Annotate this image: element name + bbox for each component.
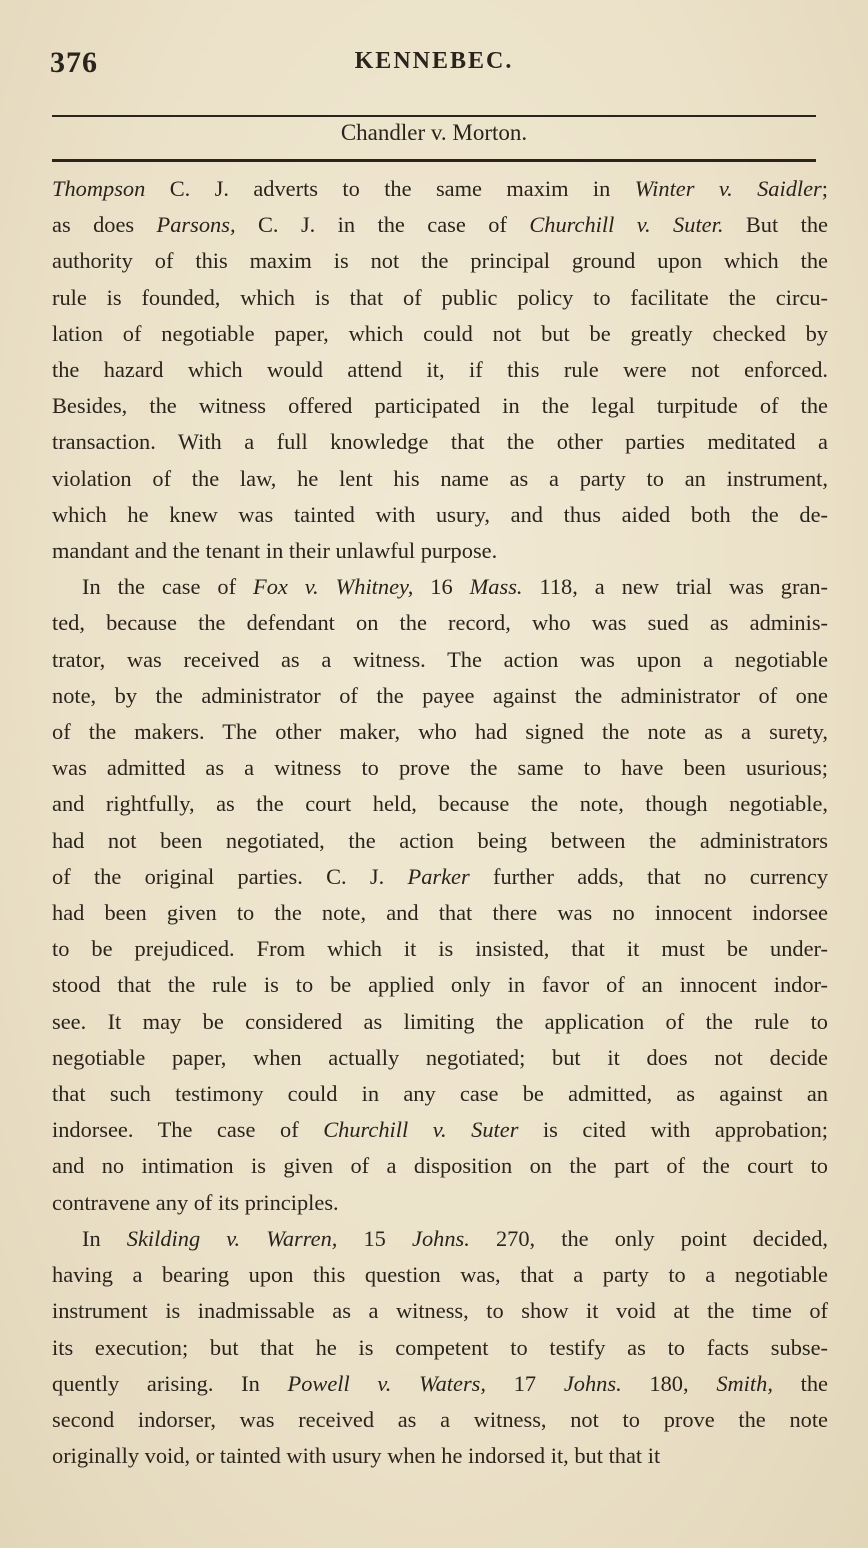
text-line: [52, 1076, 828, 1112]
text-run: 15: [337, 1225, 412, 1251]
page-number: 376: [50, 46, 98, 79]
text-line: [52, 207, 828, 243]
text-run: 17: [486, 1370, 564, 1396]
text-line: [52, 605, 828, 641]
text-run: its execution; but that he is competent to testify as to facts subse-: [52, 1334, 828, 1360]
text-run: to be prejudiced. From which it is insisted, that it must be under-: [52, 936, 828, 962]
text-line: [52, 424, 828, 460]
text-line: [52, 1257, 828, 1293]
text-run: note, by the administrator of the payee against the administrator of one: [52, 682, 828, 708]
case-title: Chandler v. Morton.: [340, 120, 528, 145]
italic-run: Thompson: [52, 176, 146, 201]
text-run: But the: [723, 212, 828, 238]
text-run: further adds, that no currency: [469, 863, 829, 889]
text-line: [52, 461, 828, 497]
bottom-rule: [52, 159, 816, 162]
text-run: trator, was received as a witness. The action was upon a negotiable: [52, 646, 828, 672]
top-rule: [52, 115, 816, 117]
text-run: indorsee. The case of: [52, 1117, 324, 1143]
italic-run: Parsons,: [156, 212, 236, 238]
text-run: was admitted as a witness to prove the same to have been usurious;: [52, 755, 828, 781]
text-line: [52, 533, 828, 569]
body-text: [52, 171, 828, 1474]
text-run: rule is founded, which is that of public policy to facilitate the circu-: [52, 284, 828, 310]
text-line: [52, 243, 828, 279]
text-run: 16: [413, 574, 470, 600]
text-run: see. It may be considered as limiting the application of the rule to: [52, 1008, 828, 1034]
text-line: [52, 1438, 828, 1474]
text-run: negotiable paper, when actually negotiated; but it does not decide: [52, 1044, 828, 1070]
text-run: and rightfully, as the court held, because the note, though negotiable,: [52, 791, 828, 817]
italic-run: Winter v. Saidler: [634, 176, 822, 201]
italic-run: Churchill v. Suter.: [529, 212, 724, 238]
text-run: C. J. adverts to the same maxim in: [145, 176, 635, 201]
text-run: authority of this maxim is not the principal ground upon which the: [52, 248, 828, 274]
text-line: [52, 1330, 828, 1366]
italic-run: Parker: [407, 863, 470, 889]
text-line: [52, 1040, 828, 1076]
text-run: stood that the rule is to be applied only in favor of an innocent indor-: [52, 972, 828, 998]
text-run: violation of the law, he lent his name as a party to an instrument,: [52, 465, 828, 491]
italic-run: Fox v. Whitney,: [253, 574, 414, 600]
text-run: had been given to the note, and that there was no innocent indorsee: [52, 900, 828, 926]
italic-run: Churchill v. Suter: [323, 1117, 519, 1143]
italic-run: Johns.: [412, 1225, 470, 1251]
text-line: [52, 497, 828, 533]
text-run: ;: [821, 176, 829, 201]
text-run: that such testimony could in any case be admitted, as against an: [52, 1081, 828, 1107]
text-line: [52, 678, 828, 714]
text-run: had not been negotiated, the action being between the administrators: [52, 827, 828, 853]
text-run: originally void, or tainted with usury when he indorsed it, but that it: [52, 1443, 661, 1469]
italic-run: Johns.: [563, 1370, 622, 1396]
text-run: instrument is inadmissable as a witness, to show it void at the time of: [52, 1298, 828, 1324]
text-line: [52, 1004, 828, 1040]
text-line: [52, 859, 828, 895]
text-line: [52, 316, 828, 352]
text-run: of the original parties. C. J.: [52, 863, 408, 889]
text-run: quently arising. In: [52, 1370, 288, 1396]
text-line: [52, 1112, 828, 1148]
text-line: [52, 642, 828, 678]
text-line: [52, 931, 828, 967]
text-run: second indorser, was received as a witness, not to prove the note: [52, 1406, 828, 1432]
text-line: [52, 388, 828, 424]
text-line: [52, 280, 828, 316]
text-run: contravene any of its principles.: [52, 1189, 339, 1215]
text-run: 270, the only point decided,: [469, 1225, 828, 1251]
text-line: [52, 1293, 828, 1329]
text-line: [52, 1148, 828, 1184]
text-line: [52, 895, 828, 931]
text-run: the: [772, 1370, 828, 1396]
text-run: transaction. With a full knowledge that the other parties meditated a: [52, 429, 828, 455]
text-run: is cited with approbation;: [518, 1117, 828, 1143]
text-run: and no intimation is given of a disposition on the part of the court to: [52, 1153, 828, 1179]
text-line: [52, 967, 828, 1003]
text-run: Besides, the witness offered participated in the legal turpitude of the: [52, 393, 828, 419]
text-run: mandant and the tenant in their unlawful purpose.: [52, 538, 498, 564]
text-line: [52, 1402, 828, 1438]
text-line: [52, 1185, 828, 1221]
text-line: [52, 1366, 828, 1402]
text-run: of the makers. The other maker, who had signed the note as a surety,: [52, 719, 828, 745]
text-run: which he knew was tainted with usury, and thus aided both the de-: [52, 501, 828, 527]
text-run: C. J. in the case of: [235, 212, 530, 238]
text-run: lation of negotiable paper, which could not but be greatly checked by: [52, 320, 828, 346]
running-head: KENNEBEC.: [354, 48, 514, 74]
text-line: [52, 714, 828, 750]
text-run: having a bearing upon this question was, that a party to a negotiable: [52, 1262, 828, 1288]
text-run: 180,: [621, 1370, 717, 1396]
text-line: [52, 1221, 828, 1257]
text-line: [52, 823, 828, 859]
italic-run: Smith,: [716, 1370, 773, 1396]
text-run: 118, a new trial was gran-: [522, 574, 828, 600]
text-line: [52, 786, 828, 822]
text-run: the hazard which would attend it, if this rule were not enforced.: [52, 357, 828, 383]
text-run: In: [82, 1225, 127, 1251]
text-line: [52, 750, 828, 786]
text-line: [52, 171, 828, 207]
text-run: ted, because the defendant on the record, who was sued as adminis-: [52, 610, 828, 636]
text-line: [52, 352, 828, 388]
text-run: as does: [52, 212, 157, 238]
italic-run: Mass.: [469, 574, 523, 600]
text-line: [52, 569, 828, 605]
text-run: In the case of: [82, 574, 254, 600]
italic-run: Skilding v. Warren,: [126, 1225, 338, 1251]
italic-run: Powell v. Waters,: [287, 1370, 486, 1396]
